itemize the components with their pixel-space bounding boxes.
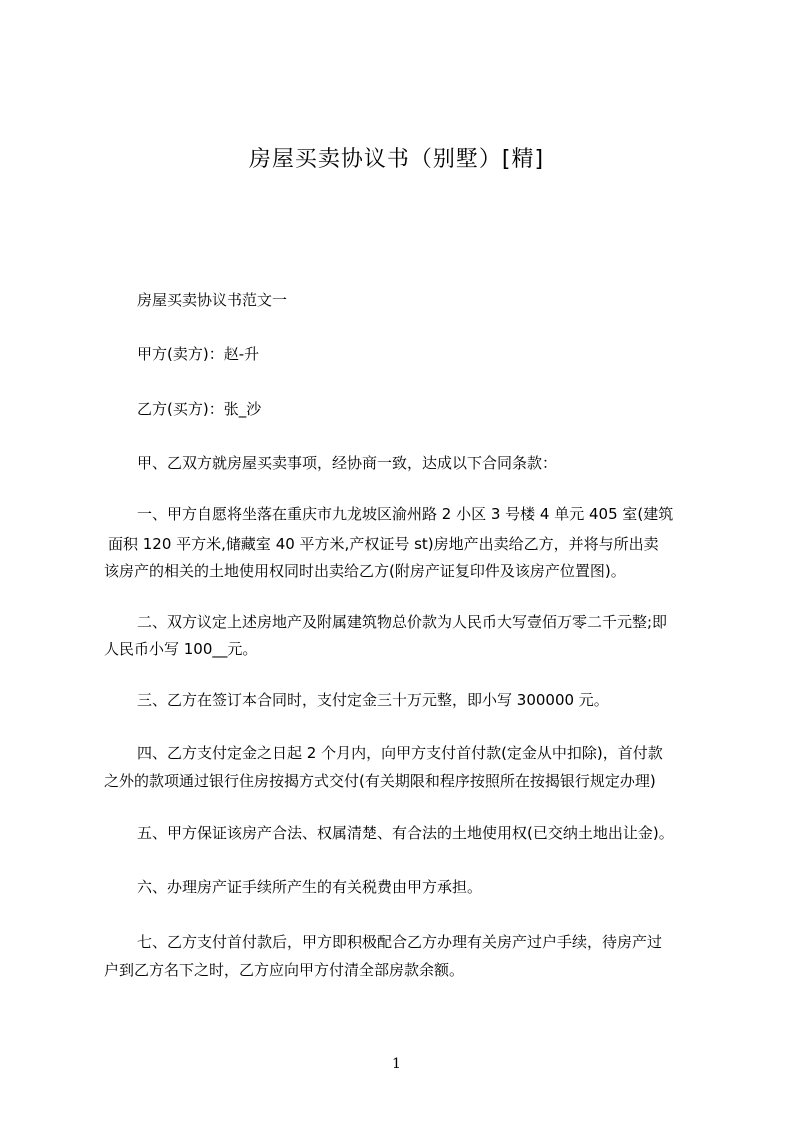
clause-line: 面积 120 平方米,储藏室 40 平方米,产权证号 st)房地产出卖给乙方，并将与所出卖 — [108, 535, 659, 553]
intro-paragraph: 甲、乙双方就房屋买卖事项，经协商一致，达成以下合同条款： — [137, 454, 558, 472]
clause-line: 二、双方议定上述房地产及附属建筑物总价款为人民币大写壹佰万零二千元整;即 — [137, 613, 668, 631]
clause-line: 人民币小写 100__元。 — [104, 640, 258, 658]
document-subtitle: 房屋买卖协议书范文一 — [137, 291, 288, 309]
clause-line: 四、乙方支付定金之日起 2 个月内，向甲方支付首付款(定金从中扣除)，首付款 — [137, 744, 663, 762]
party-a-line: 甲方(卖方)：赵-升 — [137, 345, 260, 363]
clause-line: 五、甲方保证该房产合法、权属清楚、有合法的土地使用权(已交纳土地出让金)。 — [137, 824, 674, 842]
clause-line: 该房产的相关的土地使用权同时出卖给乙方(附房产证复印件及该房产位置图)。 — [104, 562, 626, 580]
document-title: 房屋买卖协议书（别墅）[精] — [248, 147, 545, 172]
clause-line: 七、乙方支付首付款后，甲方即积极配合乙方办理有关房产过户手续，待房产过 — [137, 933, 663, 951]
clause-line: 一、甲方自愿将坐落在重庆市九龙坡区渝州路 2 小区 3 号楼 4 单元 405 室(建筑 — [137, 505, 674, 523]
clause-line: 六、办理房产证手续所产生的有关税费由甲方承担。 — [137, 878, 483, 896]
clause-line: 之外的款项通过银行住房按揭方式交付(有关期限和程序按照所在按揭银行规定办理) — [104, 772, 656, 790]
clause-line: 三、乙方在签订本合同时，支付定金三十万元整，即小写 300000 元。 — [137, 691, 609, 709]
party-b-line: 乙方(买方)：张_沙 — [137, 400, 262, 418]
clause-line: 户到乙方名下之时，乙方应向甲方付清全部房款余额。 — [104, 961, 465, 979]
page-number: 1 — [392, 1056, 401, 1072]
